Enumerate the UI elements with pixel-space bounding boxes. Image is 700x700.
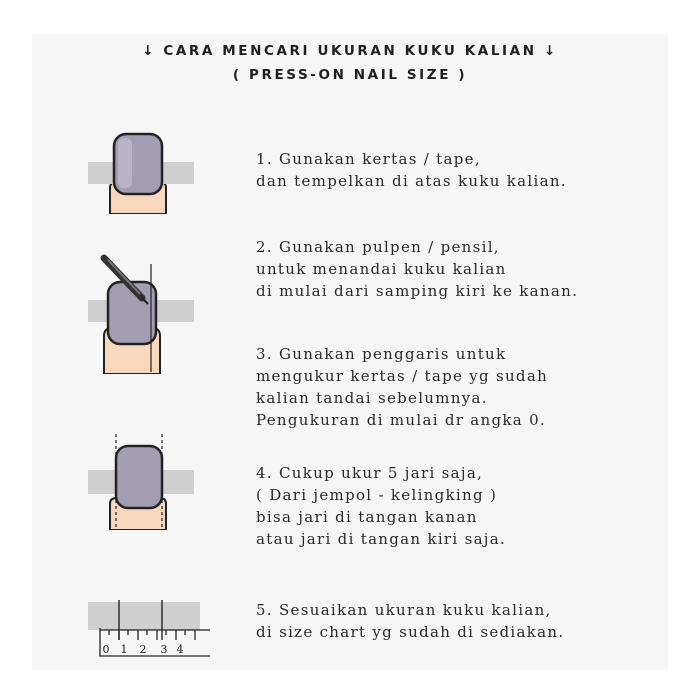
pen-marking-illustration	[86, 254, 196, 374]
step-line: mengukur kertas / tape yg sudah	[256, 367, 549, 385]
ruler-number: 1	[120, 643, 128, 656]
nail-tape-illustration	[86, 130, 196, 214]
page-title: ↓ CARA MENCARI UKURAN KUKU KALIAN ↓	[142, 43, 558, 59]
step-2-text	[256, 236, 578, 302]
ruler-illustration	[86, 596, 216, 662]
ruler-number: 0	[102, 643, 110, 656]
step-line: bisa jari di tangan kanan	[256, 508, 478, 526]
step-5-text	[256, 599, 564, 643]
step-line: 3. Gunakan penggaris untuk	[256, 345, 507, 363]
step-line: di size chart yg sudah di sediakan.	[256, 623, 565, 641]
step-line: Pengukuran di mulai dr angka 0.	[256, 411, 547, 429]
ruler-number: 2	[139, 643, 147, 656]
step-line: atau jari di tangan kiri saja.	[256, 530, 507, 548]
step-line: untuk menandai kuku kalian	[256, 260, 507, 278]
step-1-text	[256, 148, 567, 192]
page-subtitle: ( PRESS-ON NAIL SIZE )	[232, 67, 468, 83]
step-line: 4. Cukup ukur 5 jari saja,	[256, 464, 484, 482]
step-line: 5. Sesuaikan ukuran kuku kalian,	[256, 601, 552, 619]
step-line: ( Dari jempol - kelingking )	[256, 486, 498, 504]
step-line: dan tempelkan di atas kuku kalian.	[256, 172, 567, 190]
step-line: 2. Gunakan pulpen / pensil,	[256, 238, 500, 256]
step-line: 1. Gunakan kertas / tape,	[256, 150, 481, 168]
step-line: kalian tandai sebelumnya.	[256, 389, 488, 407]
ruler-number: 4	[176, 643, 184, 656]
step-4-text	[256, 462, 506, 550]
step-3-text	[256, 343, 548, 431]
step-line: di mulai dari samping kiri ke kanan.	[256, 282, 579, 300]
ruler-number: 3	[160, 643, 168, 656]
nail-measure-lines-illustration	[86, 434, 196, 530]
